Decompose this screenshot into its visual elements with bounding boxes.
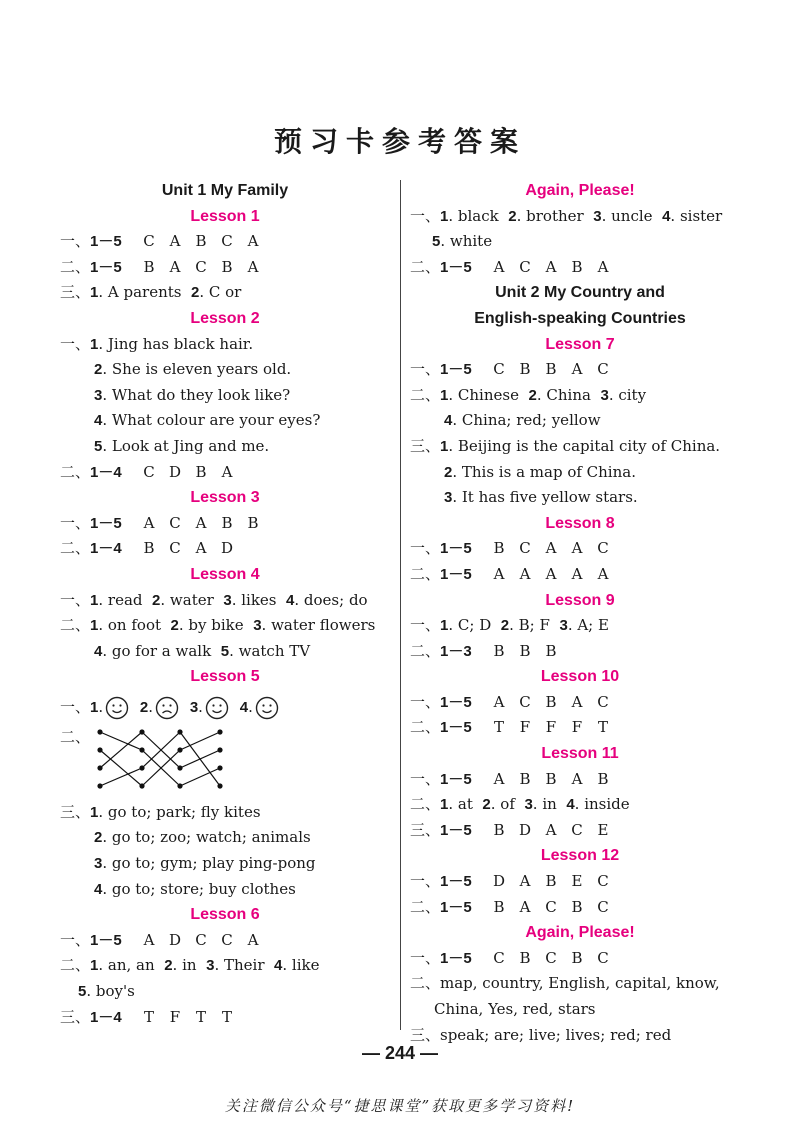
answer-line: 二、1－5 B A C B A: [60, 257, 259, 276]
page-number: — 244 —: [361, 1043, 439, 1063]
lesson-heading: Lesson 2: [190, 309, 260, 327]
page-title: 预习卡参考答案: [273, 125, 526, 158]
lesson-heading: Lesson 7: [545, 335, 615, 353]
lesson-heading: Lesson 4: [190, 565, 260, 583]
answer-line: China, Yes, red, stars: [434, 1000, 596, 1018]
answer-line: 二、1－3 B B B: [410, 641, 557, 660]
matching-diagram: 二、: [60, 724, 390, 800]
answer-line: 2. She is eleven years old.: [94, 360, 292, 379]
answer-line: 5. white: [432, 232, 493, 251]
answer-line: 二、1－4 C D B A: [60, 462, 233, 481]
answer-line: 二、1－5 A C A B A: [410, 257, 609, 276]
answer-line: 一、1. read 2. water 3. likes 4. does; do: [60, 590, 368, 609]
answer-line: 4. China; red; yellow: [444, 411, 601, 430]
lesson-heading: Lesson 5: [190, 668, 260, 686]
faces-line: 一、1. 2. 3. 4.: [60, 690, 390, 724]
answer-line: 三、1－4 T F T T: [60, 1007, 233, 1026]
answer-line: 三、speak; are; live; lives; red; red: [410, 1025, 672, 1044]
answer-line: 2. This is a map of China.: [444, 462, 636, 481]
section-heading: Again, Please!: [525, 182, 635, 199]
answer-line: 二、1－5 A A A A A: [410, 564, 609, 583]
answer-line: 4. What colour are your eyes?: [94, 411, 321, 430]
happy-face-icon: [105, 696, 129, 720]
answer-line: 一、1－5 A D C C A: [60, 930, 259, 949]
answer-line: 一、1－5 B C A A C: [410, 539, 609, 558]
lesson-heading: Lesson 9: [545, 591, 615, 609]
sad-face-icon: [155, 696, 179, 720]
answer-line: 一、1. black 2. brother 3. uncle 4. sister: [410, 206, 723, 225]
matching-lines: [80, 724, 240, 800]
answer-line: 2. go to; zoo; watch; animals: [94, 828, 311, 847]
lesson-heading: Lesson 10: [540, 668, 620, 686]
lesson-heading: Lesson 8: [545, 514, 615, 532]
answer-line: 一、1－5 C B B A C: [410, 360, 609, 379]
answer-line: 二、1－5 T F F F T: [410, 718, 609, 737]
unit-title: Unit 2 My Country and: [495, 284, 665, 302]
answer-line: 一、1. C; D 2. B; F 3. A; E: [410, 616, 609, 635]
footer-note: 关注微信公众号“捷思课堂”获取更多学习资料!: [224, 1097, 576, 1115]
column-divider: [400, 180, 401, 1030]
section-heading: Again, Please!: [525, 924, 635, 942]
answer-line: 一、1－5 D A B E C: [410, 872, 609, 891]
answer-line: 一、1－5 A C A B B: [60, 513, 259, 532]
answer-line: 一、1－5 A C B A C: [410, 692, 609, 711]
answer-line: 3. It has five yellow stars.: [444, 488, 638, 507]
lesson-heading: Lesson 6: [190, 906, 260, 924]
answer-line: 一、1－5 A B B A B: [410, 769, 609, 788]
answer-line: 二、1. an, an 2. in 3. Their 4. like: [60, 956, 320, 975]
answer-line: 3. What do they look like?: [94, 385, 291, 404]
answer-line: 三、1. A parents 2. C or: [60, 283, 242, 302]
lesson-heading: Lesson 1: [190, 207, 260, 225]
answer-line: 二、1. at 2. of 3. in 4. inside: [410, 795, 630, 814]
answer-line: 5. boy's: [78, 982, 135, 1001]
answer-line: 5. Look at Jing and me.: [94, 436, 270, 455]
answer-line: 4. go for a walk 5. watch TV: [94, 641, 311, 660]
unit-title: Unit 1 My Family: [161, 182, 289, 199]
answer-line: 4. go to; store; buy clothes: [94, 879, 296, 898]
answer-line: 三、1. Beijing is the capital city of China.: [410, 436, 721, 455]
lesson-heading: Lesson 3: [190, 489, 260, 507]
lesson-heading: Lesson 11: [541, 745, 619, 763]
answer-line: 二、1. Chinese 2. China 3. city: [410, 385, 647, 404]
lesson-heading: Lesson 12: [540, 847, 620, 865]
happy-face-icon: [205, 696, 229, 720]
answer-line: 二、1. on foot 2. by bike 3. water flowers: [60, 616, 376, 635]
happy-face-icon: [255, 696, 279, 720]
answer-line: 一、1－5 C A B C A: [60, 232, 259, 251]
right-column: [410, 178, 750, 1048]
answer-line: 三、1－5 B D A C E: [410, 820, 609, 839]
unit-title: English-speaking Countries: [474, 309, 686, 327]
answer-line: 一、1－5 C B C B C: [410, 948, 609, 967]
answer-line: 3. go to; gym; play ping-pong: [94, 854, 316, 873]
answer-line: 三、1. go to; park; fly kites: [60, 802, 261, 821]
answer-line: 二、1－5 B A C B C: [410, 897, 609, 916]
answer-line: 一、1. Jing has black hair.: [60, 334, 254, 353]
answer-line: 二、1－4 B C A D: [60, 539, 234, 558]
answer-line: 二、map, country, English, capital, know,: [410, 974, 720, 993]
left-column: [60, 178, 390, 1030]
